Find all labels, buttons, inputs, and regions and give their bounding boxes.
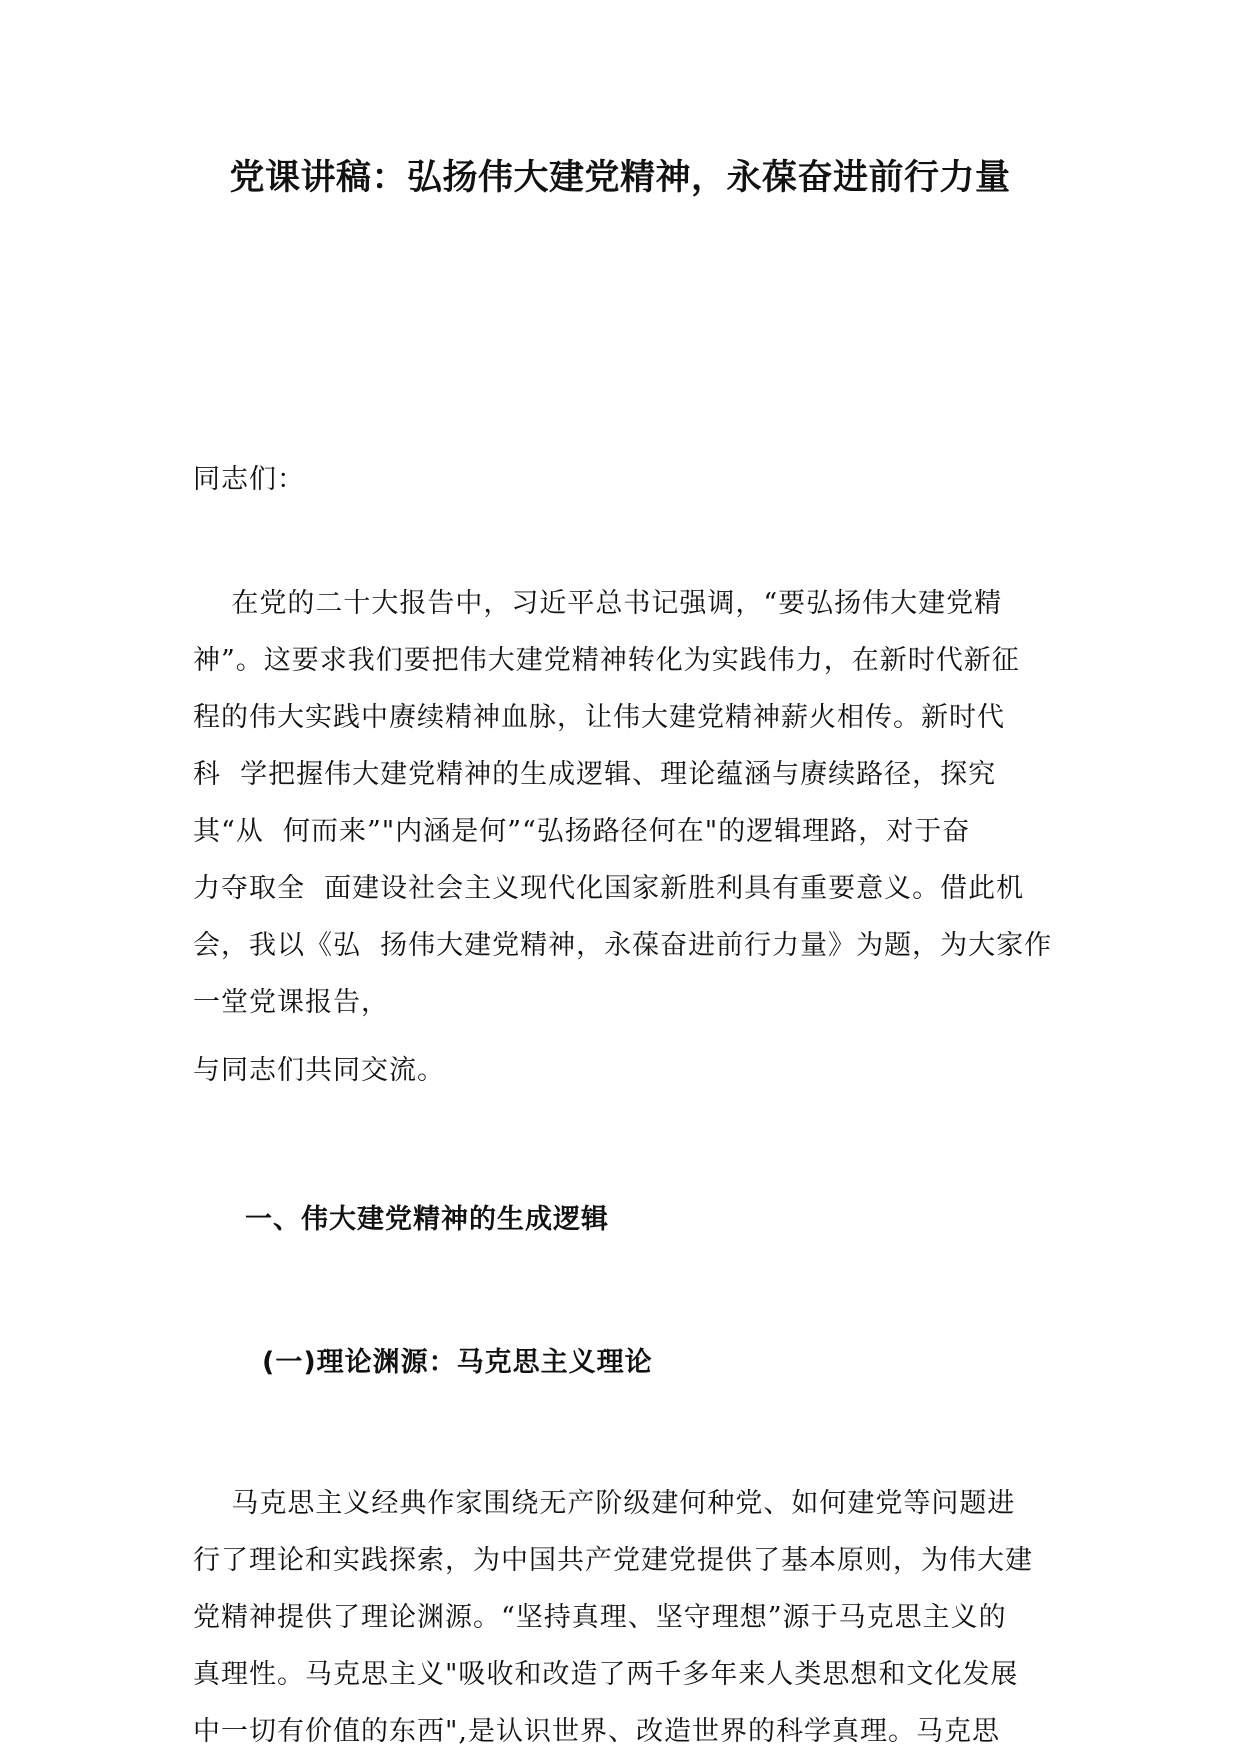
paragraph-line: 会，我以《弘 扬伟大建党精神，永葆奋进前行力量》为题，为大家作 xyxy=(193,930,1053,961)
paragraph-line: 程的伟大实践中赓续精神血脉，让伟大建党精神薪火相传。新时代 xyxy=(193,702,1005,733)
closing-line xyxy=(193,1042,1053,1099)
paragraph-line: 其“从 何而来”"内涵是何”“弘扬路径何在"的逻辑理路，对于奋 xyxy=(193,816,971,847)
paragraph-line: 马克思主义经典作家围绕无产阶级建何种党、如何建党等问题进 xyxy=(193,1488,1016,1519)
closing-text: 与同志们共同交流。 xyxy=(193,1055,445,1086)
intro-paragraph xyxy=(193,575,1053,1031)
section-heading: 一、伟大建党精神的生成逻辑 xyxy=(245,1204,609,1235)
body-paragraph xyxy=(193,1475,1053,1760)
sub-section-heading: (一)理论渊源：马克思主义理论 xyxy=(262,1347,653,1378)
paragraph-line: 真理性。马克思主义"吸收和改造了两千多年来人类思想和文化发展 xyxy=(193,1659,1019,1690)
salutation-text: 同志们： xyxy=(193,464,305,495)
paragraph-line: 行了理论和实践探索，为中国共产党建党提供了基本原则，为伟大建 xyxy=(193,1545,1033,1576)
paragraph-line: 力夺取全 面建设社会主义现代化国家新胜利具有重要意义。借此机 xyxy=(193,873,1025,904)
paragraph-line: 神”。这要求我们要把伟大建党精神转化为实践伟力，在新时代新征 xyxy=(193,645,1020,676)
paragraph-line: 中一切有价值的东西",是认识世界、改造世界的科学真理。马克思 xyxy=(193,1716,1001,1747)
paragraph-line: 一堂党课报告， xyxy=(193,987,389,1018)
paragraph-line: 在党的二十大报告中，习近平总书记强调，“要弘扬伟大建党精 xyxy=(193,588,1003,619)
paragraph-line: 科 学把握伟大建党精神的生成逻辑、理论蕴涵与赓续路径，探究 xyxy=(193,759,997,790)
paragraph-line: 党精神提供了理论渊源。“坚持真理、坚守理想”源于马克思主义的 xyxy=(193,1602,1007,1633)
page-title: 党课讲稿：弘扬伟大建党精神，永葆奋进前行力量 xyxy=(229,158,1011,198)
salutation xyxy=(193,451,1053,508)
